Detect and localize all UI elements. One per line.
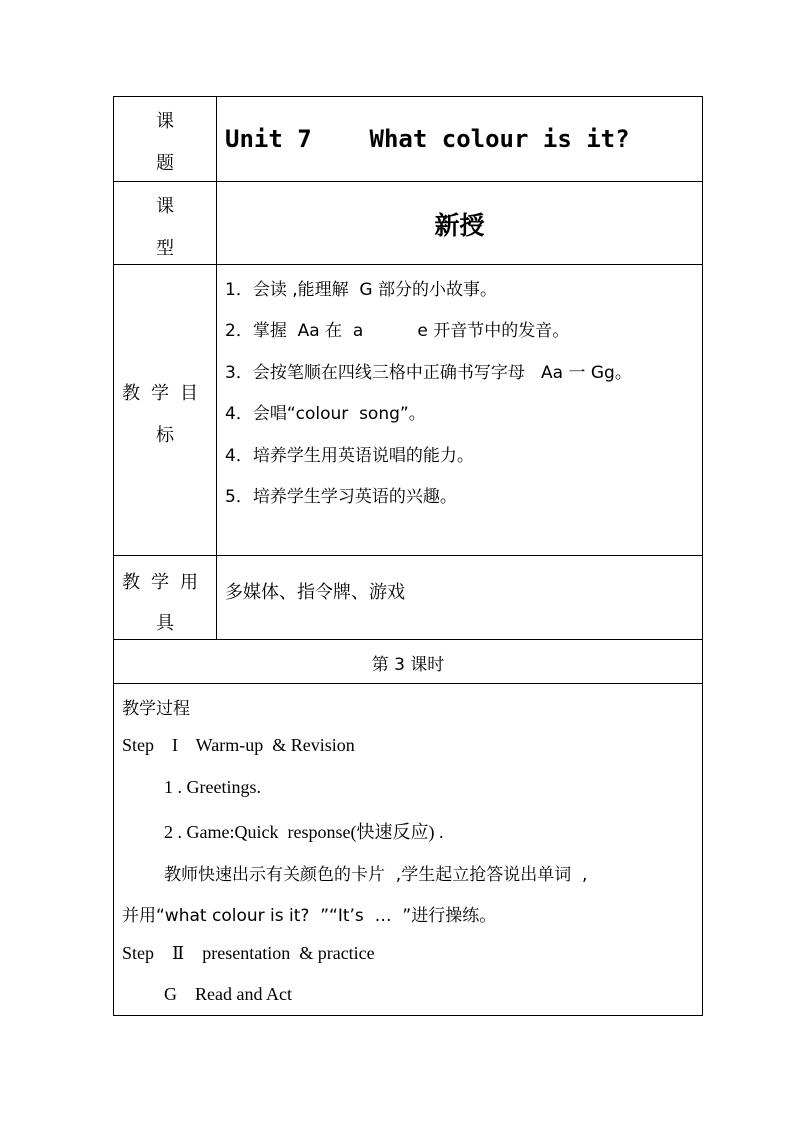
type-value-cell <box>217 182 702 264</box>
type-row <box>114 182 702 265</box>
process-section <box>114 684 702 1015</box>
tools-value-cell <box>217 556 702 639</box>
goal-item-4: 4．会唱“colour song”。 <box>225 404 426 424</box>
goals-label-line-1: 教学目 <box>122 383 209 404</box>
goal-item-1: 1．会读 ,能理解 G 部分的小故事。 <box>225 280 498 300</box>
goals-list <box>217 265 702 555</box>
tools-row <box>114 556 702 640</box>
type-value: 新授 <box>434 211 485 240</box>
goals-row <box>114 265 702 556</box>
step-1-heading: Step I Warm-up & Revision <box>122 735 355 755</box>
step-1-item-2: 2 . Game:Quick response(快速反应) . <box>164 822 444 842</box>
topic-row <box>114 97 702 182</box>
step-1-paragraph-line-2: 并用“what colour is it? ”“It’s … ”进行操练。 <box>122 906 497 926</box>
tools-label <box>114 556 217 639</box>
topic-label-char-1: 课 <box>156 111 174 132</box>
type-label-char-2: 型 <box>156 238 174 259</box>
type-label <box>114 182 217 264</box>
lesson-row <box>114 640 702 684</box>
step-2-item-1: G Read and Act <box>164 984 292 1004</box>
goal-item-3: 3．会按笔顺在四线三格中正确书写字母 Aa 一 Gg。 <box>225 363 632 383</box>
goals-label <box>114 265 217 555</box>
tools-label-line-2: 具 <box>156 613 174 634</box>
topic-title: Unit 7 What colour is it? <box>225 125 630 153</box>
topic-label-char-2: 题 <box>156 153 174 174</box>
lesson-plan-table <box>113 96 703 1016</box>
tools-value: 多媒体、指令牌、游戏 <box>225 582 405 603</box>
goal-item-6: 5．培养学生学习英语的兴趣。 <box>225 487 457 507</box>
topic-value-cell <box>217 97 702 181</box>
topic-label <box>114 97 217 181</box>
step-1-item-1: 1 . Greetings. <box>164 777 261 797</box>
goal-item-2: 2．掌握 Aa 在 a e 开音节中的发音。 <box>225 321 570 341</box>
lesson-number: 第 3 课时 <box>371 655 445 675</box>
tools-label-line-1: 教学用 <box>122 572 209 593</box>
process-heading: 教学过程 <box>122 699 190 719</box>
goal-item-5: 4．培养学生用英语说唱的能力。 <box>225 446 474 466</box>
type-label-char-1: 课 <box>156 196 174 217</box>
goals-label-line-2: 标 <box>156 425 174 446</box>
step-2-heading: Step Ⅱ presentation & practice <box>122 943 375 963</box>
step-1-paragraph-line-1: 教师快速出示有关颜色的卡片 ,学生起立抢答说出单词 , <box>164 865 588 885</box>
